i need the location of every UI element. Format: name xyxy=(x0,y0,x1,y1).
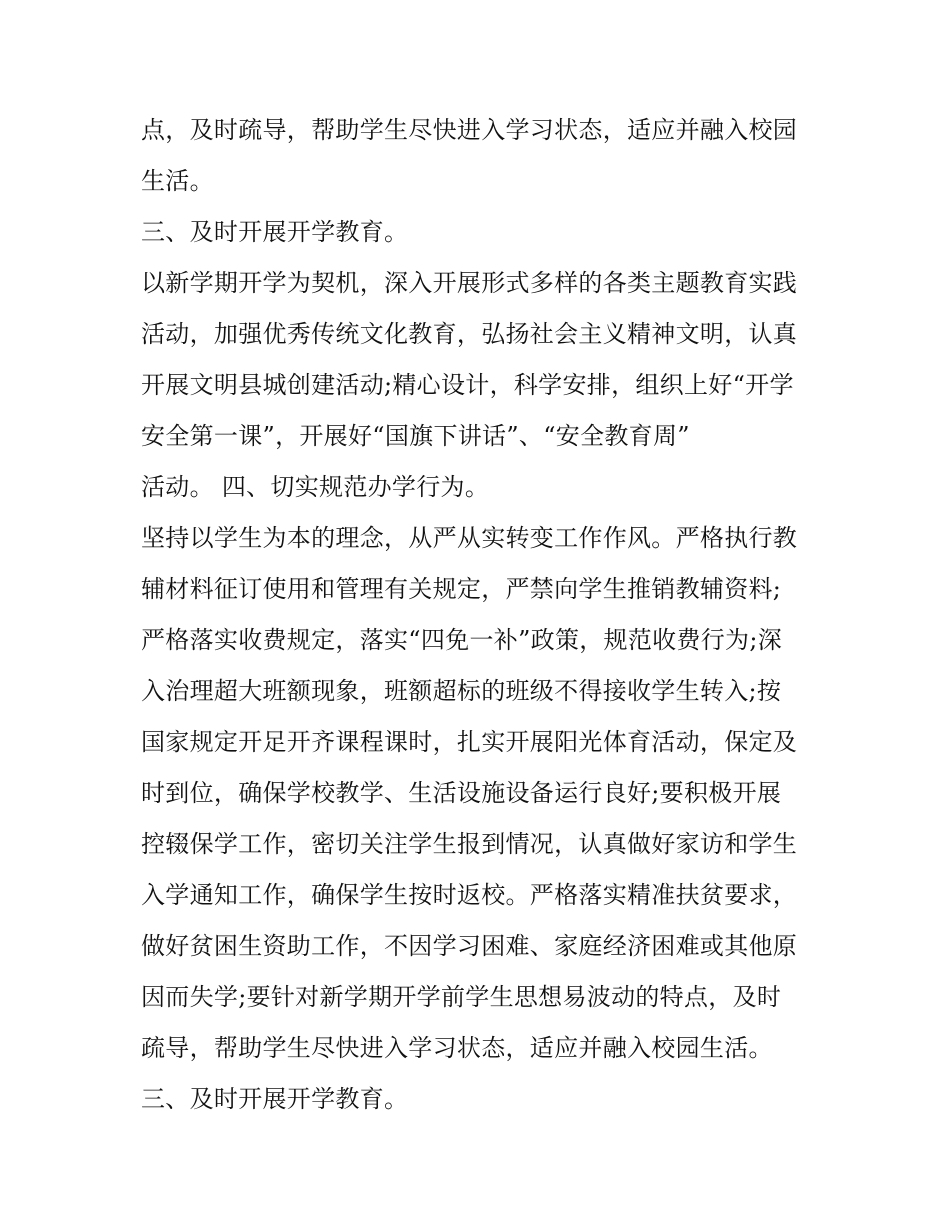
text-line: 辅材料征订使用和管理有关规定，严禁向学生推销教辅资料; xyxy=(141,575,782,603)
section-heading: 活动。 四、切实规范办学行为。 xyxy=(141,473,490,501)
text-line: 以新学期开学为契机，深入开展形式多样的各类主题教育实践 xyxy=(141,269,798,297)
text-line: 控辍保学工作，密切关注学生报到情况，认真做好家访和学生 xyxy=(141,830,798,858)
text-line: 做好贫困生资助工作，不因学习困难、家庭经济困难或其他原 xyxy=(141,932,798,960)
text-line: 安全第一课”，开展好“国旗下讲话”、“安全教育周” xyxy=(141,422,690,450)
text-line: 因而失学;要针对新学期开学前学生思想易波动的特点，及时 xyxy=(141,983,782,1011)
text-line: 严格落实收费规定，落实“四免一补”政策，规范收费行为;深 xyxy=(141,626,783,654)
text-line: 开展文明县城创建活动;精心设计，科学安排，组织上好“开学 xyxy=(141,371,794,399)
text-line: 入治理超大班额现象，班额超标的班级不得接收学生转入;按 xyxy=(141,677,782,705)
section-heading: 三、及时开展开学教育。 xyxy=(141,1085,409,1113)
section-heading: 三、及时开展开学教育。 xyxy=(141,218,409,246)
text-line: 坚持以学生为本的理念，从严从实转变工作作风。严格执行教 xyxy=(141,524,798,552)
text-line: 时到位，确保学校教学、生活设施设备运行良好;要积极开展 xyxy=(141,779,782,807)
text-line: 点，及时疏导，帮助学生尽快进入学习状态，适应并融入校园 xyxy=(141,116,798,144)
text-line: 国家规定开足开齐课程课时，扎实开展阳光体育活动，保定及 xyxy=(141,728,798,756)
text-line: 入学通知工作，确保学生按时返校。严格落实精准扶贫要求， xyxy=(141,881,798,909)
text-line: 活动，加强优秀传统文化教育，弘扬社会主义精神文明，认真 xyxy=(141,320,798,348)
text-line: 疏导，帮助学生尽快进入学习状态，适应并融入校园生活。 xyxy=(141,1034,773,1062)
text-line: 生活。 xyxy=(141,167,214,195)
